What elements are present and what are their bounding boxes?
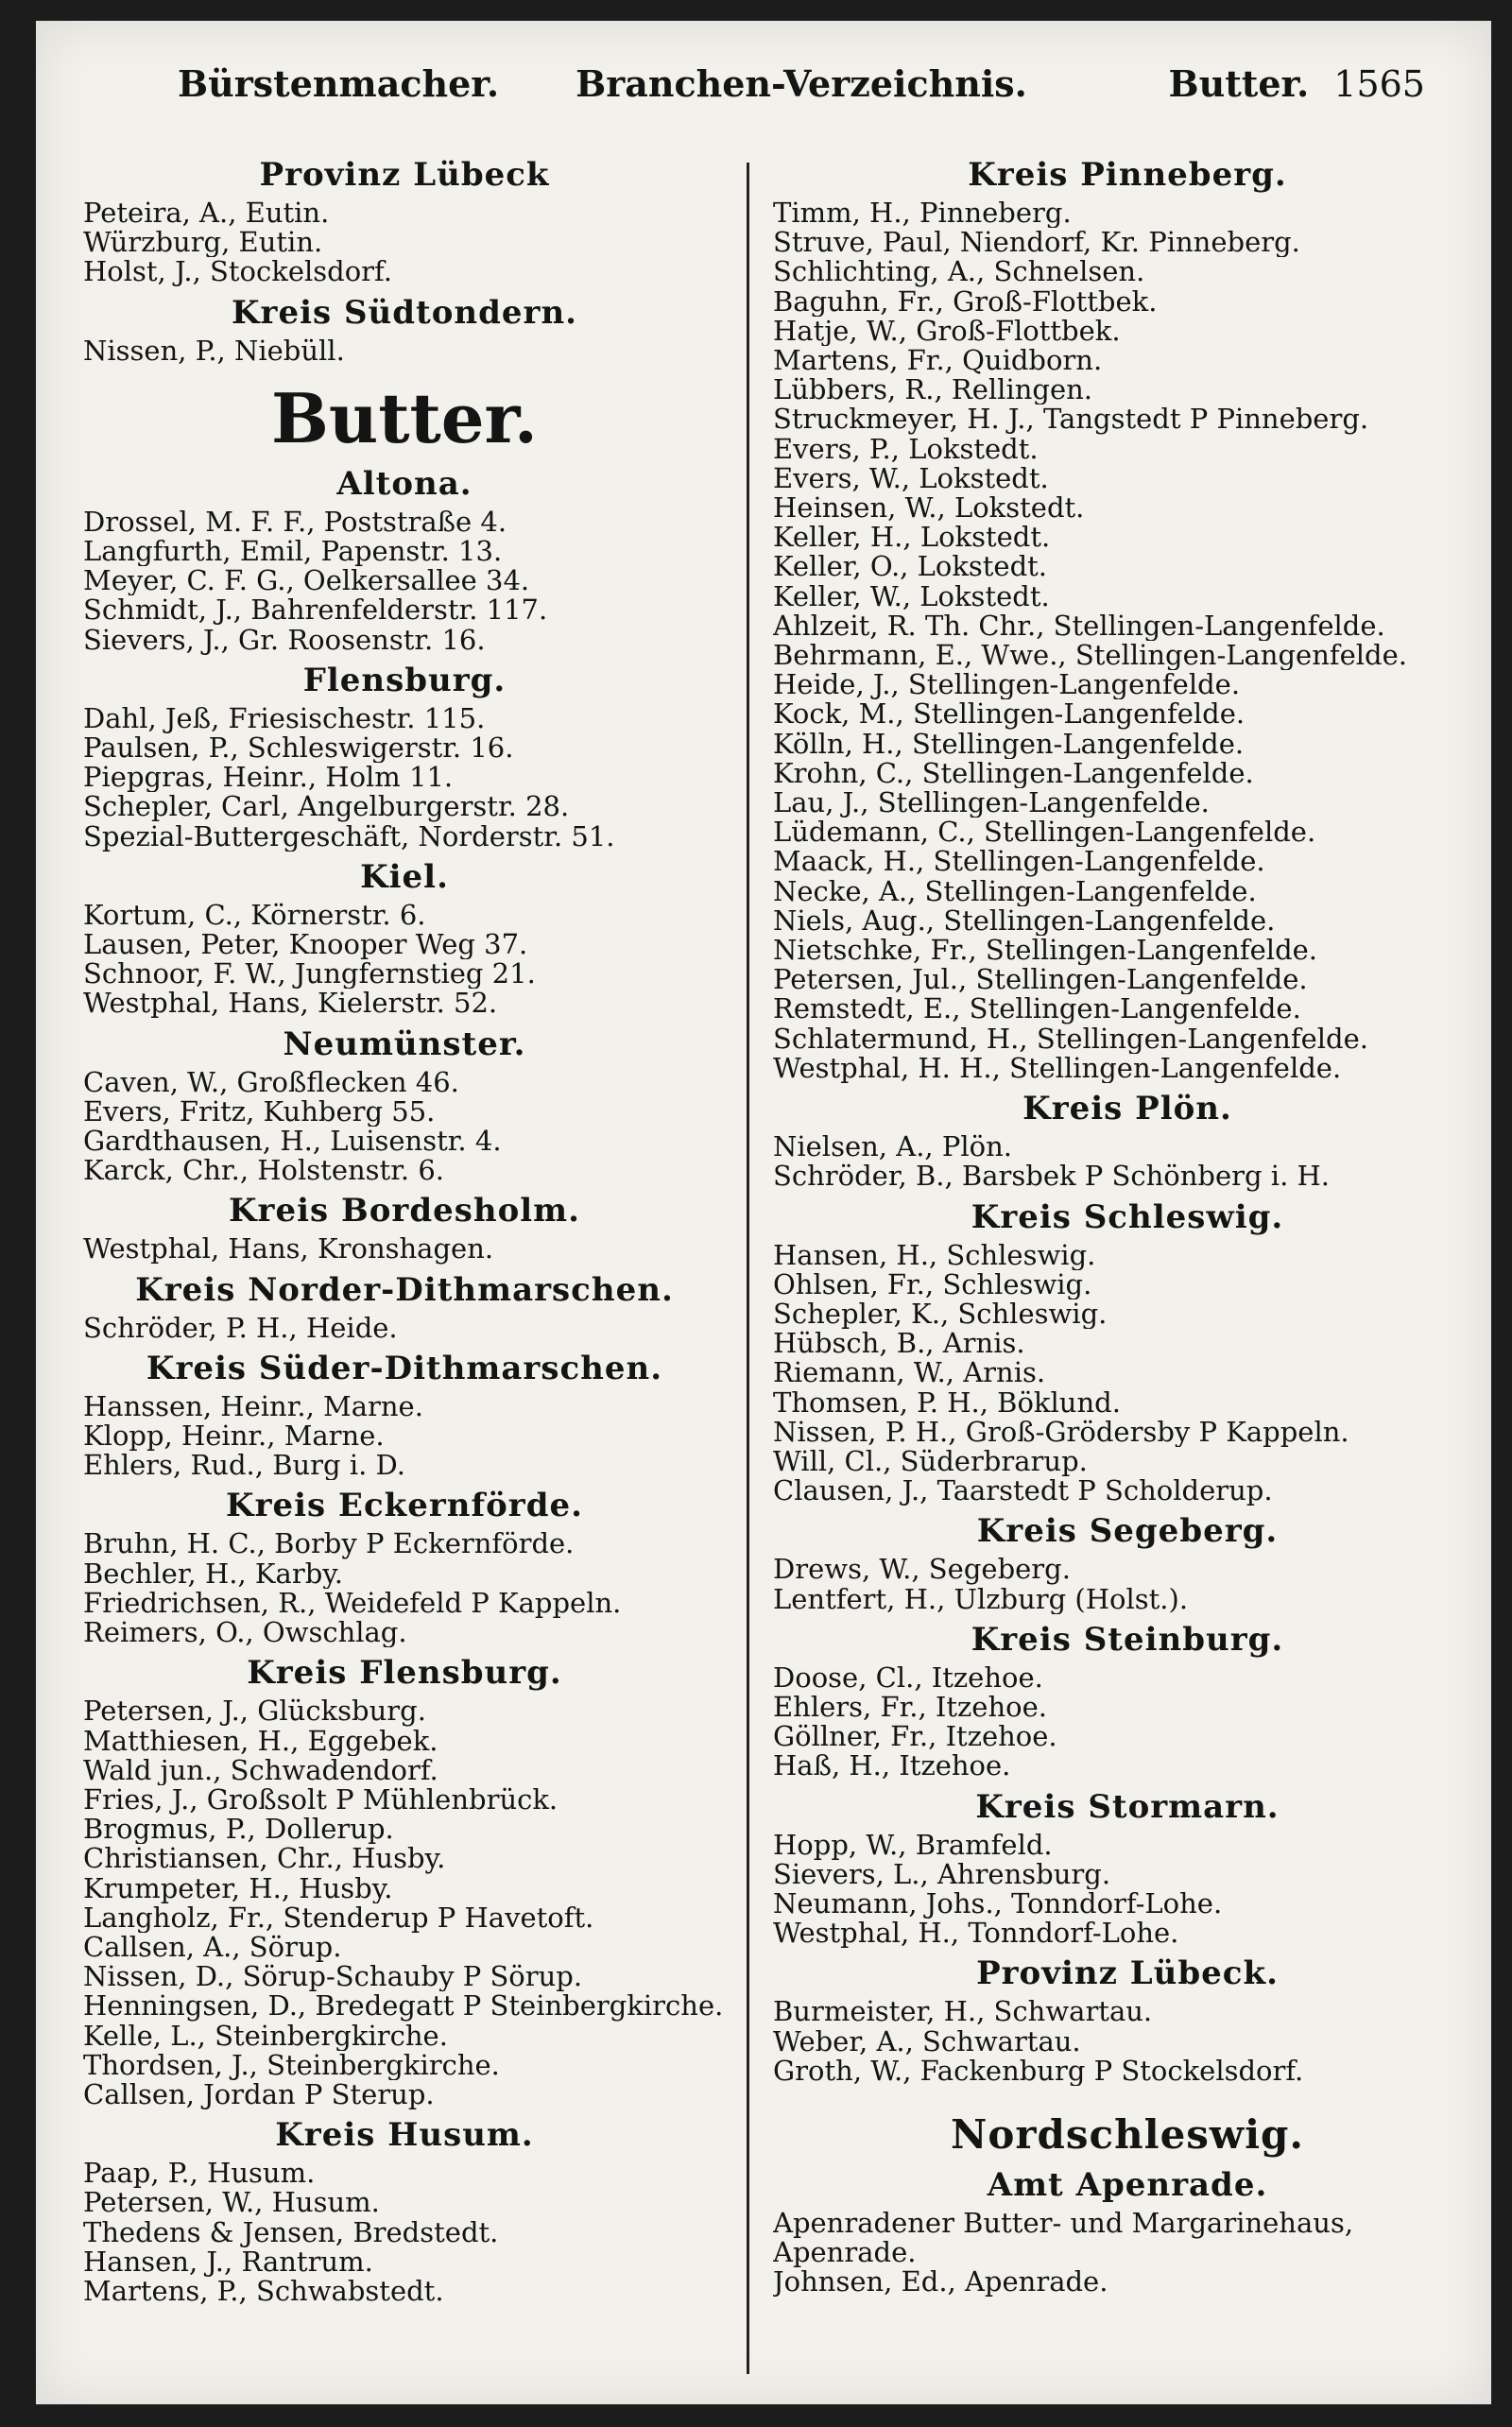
section-heading: Altona. (336, 464, 472, 503)
directory-entry: Langfurth, Emil, Papenstr. 13. (83, 537, 503, 567)
directory-entry: Ohlsen, Fr., Schleswig. (773, 1269, 1092, 1300)
directory-entry: Petersen, J., Glücksburg. (83, 1696, 426, 1727)
directory-entry: Clausen, J., Taarstedt P Scholderup. (773, 1476, 1273, 1506)
header-right-word: Butter. (1168, 62, 1310, 105)
directory-entry: Petersen, W., Husum. (83, 2188, 380, 2218)
directory-entry: Kelle, L., Steinbergkirche. (83, 2021, 448, 2051)
section-kreis-suedtondern (83, 293, 726, 366)
directory-entry: Nielsen, A., Plön. (773, 1132, 1012, 1162)
header-left: Bürstenmacher. (178, 62, 500, 105)
directory-entry: Haß, H., Itzehoe. (773, 1751, 1011, 1782)
section-heading: Neumünster. (283, 1024, 526, 1063)
directory-entry: Klopp, Heinr., Marne. (83, 1421, 385, 1452)
directory-entry: Thedens & Jensen, Bredstedt. (83, 2217, 499, 2247)
directory-entry: Brogmus, P., Dollerup. (83, 1815, 394, 1845)
directory-entry: Würzburg, Eutin. (83, 228, 323, 258)
directory-entry: Dahl, Jeß, Friesischestr. 115. (83, 703, 486, 734)
directory-entry: Keller, W., Lokstedt. (773, 581, 1050, 611)
section-butter (83, 379, 726, 458)
directory-entry: Caven, W., Großflecken 46. (83, 1067, 459, 1097)
directory-entry: Schlichting, A., Schnelsen. (773, 257, 1145, 287)
section-kiel (83, 857, 726, 1019)
directory-entry: Peteira, A., Eutin. (83, 198, 330, 229)
directory-entry: Necke, A., Stellingen-Langenfelde. (773, 876, 1257, 906)
directory-entry: Petersen, Jul., Stellingen-Langenfelde. (773, 965, 1308, 995)
section-kreis-steinburg (773, 1620, 1482, 1782)
directory-entry: Callsen, Jordan P Sterup. (83, 2079, 435, 2110)
directory-entry: Westphal, H. H., Stellingen-Langenfelde. (773, 1053, 1342, 1084)
section-heading: Kreis Süder-Dithmarschen. (146, 1349, 663, 1387)
directory-entry: Bruhn, H. C., Borby P Eckernförde. (83, 1529, 575, 1559)
section-heading: Kreis Segeberg. (976, 1512, 1279, 1551)
directory-entry: Lentfert, H., Ulzburg (Holst.). (773, 1584, 1189, 1614)
section-amt-apenrade (773, 2165, 1482, 2298)
directory-entry: Evers, P., Lokstedt. (773, 434, 1039, 464)
directory-entry: Groth, W., Fackenburg P Stockelsdorf. (773, 2056, 1304, 2086)
section-heading: Kreis Bordesholm. (229, 1192, 580, 1231)
section-heading: Provinz Lübeck. (976, 1954, 1279, 1993)
directory-entry: Baguhn, Fr., Groß-Flottbek. (773, 286, 1158, 317)
section-heading: Kreis Pinneberg. (968, 156, 1287, 194)
directory-entry: Ahlzeit, R. Th. Chr., Stellingen-Langenfelde. (773, 611, 1385, 642)
directory-entry: Neumann, Johs., Tonndorf-Lohe. (773, 1888, 1223, 1919)
directory-entry: Christiansen, Chr., Husby. (83, 1844, 446, 1874)
directory-page (36, 21, 1491, 2404)
directory-entry: Nissen, P. H., Groß-Grödersby P Kappeln. (773, 1417, 1349, 1447)
left-column (83, 149, 726, 2306)
directory-entry: Doose, Cl., Itzehoe. (773, 1662, 1043, 1693)
section-heading: Kreis Südtondern. (231, 293, 577, 332)
directory-entry: Heide, J., Stellingen-Langenfelde. (773, 670, 1241, 700)
directory-entry: Drews, W., Segeberg. (773, 1555, 1071, 1585)
directory-entry: Meyer, C. F. G., Oelkersallee 34. (83, 566, 530, 596)
directory-entry: Karck, Chr., Holstenstr. 6. (83, 1156, 444, 1186)
directory-entry: Keller, H., Lokstedt. (773, 523, 1051, 553)
directory-entry: Remstedt, E., Stellingen-Langenfelde. (773, 994, 1301, 1024)
directory-entry: Hatje, W., Groß-Flottbek. (773, 316, 1121, 347)
directory-entry: Martens, P., Schwabstedt. (83, 2276, 444, 2307)
directory-entry: Westphal, Hans, Kronshagen. (83, 1234, 494, 1265)
section-kreis-segeberg (773, 1511, 1482, 1613)
directory-entry: Hopp, W., Bramfeld. (773, 1830, 1053, 1860)
directory-entry: Westphal, H., Tonndorf-Lohe. (773, 1919, 1179, 1949)
section-provinz-luebeck (773, 1954, 1482, 2086)
directory-entry: Gardthausen, H., Luisenstr. 4. (83, 1127, 502, 1157)
directory-entry: Ehlers, Fr., Itzehoe. (773, 1692, 1047, 1723)
directory-entry: Struve, Paul, Niendorf, Kr. Pinneberg. (773, 228, 1300, 258)
directory-entry: Drossel, M. F. F., Poststraße 4. (83, 507, 507, 538)
directory-entry: Timm, H., Pinneberg. (773, 198, 1072, 229)
directory-entry: Apenradener Butter- und Margarinehaus, Apenrade. (773, 2208, 1354, 2268)
section-kreis-husum (83, 2115, 726, 2306)
section-kreis-ploen (773, 1089, 1482, 1191)
directory-entry: Nissen, D., Sörup-Schauby P Sörup. (83, 1962, 583, 1992)
section-neumuenster (83, 1024, 726, 1186)
directory-entry: Weber, A., Schwartau. (773, 2026, 1081, 2057)
directory-entry: Kölln, H., Stellingen-Langenfelde. (773, 729, 1245, 759)
section-altona (83, 464, 726, 655)
directory-entry: Niels, Aug., Stellingen-Langenfelde. (773, 905, 1276, 937)
directory-entry: Behrmann, E., Wwe., Stellingen-Langenfelde. (773, 641, 1407, 671)
directory-entry: Schröder, B., Barsbek P Schönberg i. H. (773, 1162, 1331, 1192)
section-heading: Kreis Steinburg. (971, 1620, 1284, 1659)
directory-entry: Fries, J., Großsolt P Mühlenbrück. (83, 1784, 558, 1816)
directory-entry: Matthiesen, H., Eggebek. (83, 1726, 438, 1756)
directory-entry: Evers, W., Lokstedt. (773, 463, 1049, 494)
section-heading: Kreis Schleswig. (971, 1197, 1284, 1236)
running-header (178, 62, 1425, 115)
section-heading: Kreis Eckernförde. (226, 1487, 583, 1525)
directory-entry: Sievers, L., Ahrensburg. (773, 1859, 1111, 1889)
section-kreis-pinneberg (773, 155, 1482, 1083)
directory-entry: Henningsen, D., Bredegatt P Steinbergkirche. (83, 1991, 724, 2022)
directory-entry: Lübbers, R., Rellingen. (773, 375, 1093, 405)
directory-entry: Schmidt, J., Bahrenfelderstr. 117. (83, 595, 548, 626)
directory-entry: Johnsen, Ed., Apenrade. (773, 2267, 1108, 2298)
directory-entry: Bechler, H., Karby. (83, 1558, 344, 1589)
section-heading: Kreis Flensburg. (247, 1654, 562, 1693)
directory-entry: Holst, J., Stockelsdorf. (83, 257, 392, 287)
directory-entry: Riemann, W., Arnis. (773, 1358, 1046, 1388)
section-kreis-stormarn (773, 1787, 1482, 1949)
section-heading: Kreis Stormarn. (975, 1787, 1280, 1826)
directory-entry: Hansen, J., Rantrum. (83, 2246, 373, 2277)
section-heading: Kreis Norder-Dithmarschen. (135, 1270, 674, 1309)
directory-entry: Hansen, H., Schleswig. (773, 1240, 1096, 1270)
directory-entry: Westphal, Hans, Kielerstr. 52. (83, 989, 498, 1019)
header-center: Branchen-Verzeichnis. (576, 62, 1027, 105)
directory-entry: Hanssen, Heinr., Marne. (83, 1391, 423, 1422)
directory-entry: Thordsen, J., Steinbergkirche. (83, 2050, 500, 2080)
directory-entry: Lausen, Peter, Knooper Weg 37. (83, 930, 528, 960)
header-right (1168, 62, 1425, 105)
directory-entry: Langholz, Fr., Stenderup P Havetoft. (83, 1902, 594, 1933)
directory-entry: Nietschke, Fr., Stellingen-Langenfelde. (773, 936, 1318, 966)
section-kreis-eckernfoerde (83, 1486, 726, 1647)
directory-entry: Kock, M., Stellingen-Langenfelde. (773, 699, 1246, 730)
directory-entry: Callsen, A., Sörup. (83, 1932, 342, 1963)
directory-entry: Sievers, J., Gr. Roosenstr. 16. (83, 625, 486, 655)
section-heading: Kreis Plön. (1022, 1090, 1232, 1128)
directory-entry: Paulsen, P., Schleswigerstr. 16. (83, 733, 514, 764)
directory-entry: Nissen, P., Niebüll. (83, 336, 345, 366)
directory-entry: Burmeister, H., Schwartau. (773, 1997, 1153, 2027)
directory-entry: Keller, O., Lokstedt. (773, 552, 1048, 582)
section-kreis-schleswig (773, 1197, 1482, 1506)
section-heading: Butter. (271, 377, 538, 458)
section-kreis-flensburg (83, 1653, 726, 2109)
section-kreis-sueder-dithmarschen (83, 1349, 726, 1481)
section-heading: Kreis Husum. (275, 2116, 534, 2155)
directory-entry: Ehlers, Rud., Burg i. D. (83, 1451, 405, 1481)
section-heading: Kiel. (360, 857, 449, 896)
directory-entry: Schlatermund, H., Stellingen-Langenfelde. (773, 1024, 1368, 1054)
section-flensburg (83, 661, 726, 852)
directory-entry: Martens, Fr., Quidborn. (773, 346, 1103, 376)
section-heading: Provinz Lübeck (259, 156, 550, 194)
directory-entry: Schnoor, F. W., Jungfernstieg 21. (83, 959, 536, 990)
directory-entry: Kortum, C., Körnerstr. 6. (83, 900, 426, 931)
directory-entry: Schepler, K., Schleswig. (773, 1299, 1108, 1330)
section-kreis-norder-dithmarschen (83, 1270, 726, 1343)
section-provinz-luebeck (83, 155, 726, 287)
section-heading: Flensburg. (302, 661, 507, 699)
right-column (773, 149, 1482, 2298)
directory-entry: Schepler, Carl, Angelburgerstr. 28. (83, 792, 570, 822)
section-heading: Amt Apenrade. (987, 2165, 1268, 2204)
directory-entry: Friedrichsen, R., Weidefeld P Kappeln. (83, 1588, 622, 1619)
directory-entry: Krumpeter, H., Husby. (83, 1873, 393, 1903)
directory-entry: Spezial-Buttergeschäft, Norderstr. 51. (83, 821, 615, 852)
directory-entry: Lau, J., Stellingen-Langenfelde. (773, 788, 1210, 818)
directory-entry: Evers, Fritz, Kuhberg 55. (83, 1096, 436, 1127)
directory-entry: Thomsen, P. H., Böklund. (773, 1387, 1121, 1418)
directory-entry: Piepgras, Heinr., Holm 11. (83, 763, 454, 793)
directory-entry: Will, Cl., Süderbrarup. (773, 1446, 1088, 1477)
directory-entry: Paap, P., Husum. (83, 2159, 316, 2189)
directory-entry: Wald jun., Schwadendorf. (83, 1755, 438, 1785)
directory-entry: Heinsen, W., Lokstedt. (773, 493, 1085, 524)
directory-entry: Maack, H., Stellingen-Langenfelde. (773, 847, 1265, 877)
directory-entry: Krohn, C., Stellingen-Langenfelde. (773, 758, 1254, 789)
page-number: 1565 (1333, 63, 1425, 105)
section-heading: Nordschleswig. (950, 2110, 1305, 2158)
directory-entry: Struckmeyer, H. J., Tangstedt P Pinneberg. (773, 404, 1369, 435)
directory-entry: Lüdemann, C., Stellingen-Langenfelde. (773, 818, 1316, 848)
directory-entry: Hübsch, B., Arnis. (773, 1329, 1025, 1359)
directory-entry: Göllner, Fr., Itzehoe. (773, 1722, 1057, 1752)
section-nordschleswig (773, 2110, 1482, 2160)
column-divider (747, 163, 749, 2374)
section-kreis-bordesholm (83, 1191, 726, 1264)
directory-entry: Reimers, O., Owschlag. (83, 1618, 407, 1648)
directory-entry: Schröder, P. H., Heide. (83, 1313, 398, 1343)
